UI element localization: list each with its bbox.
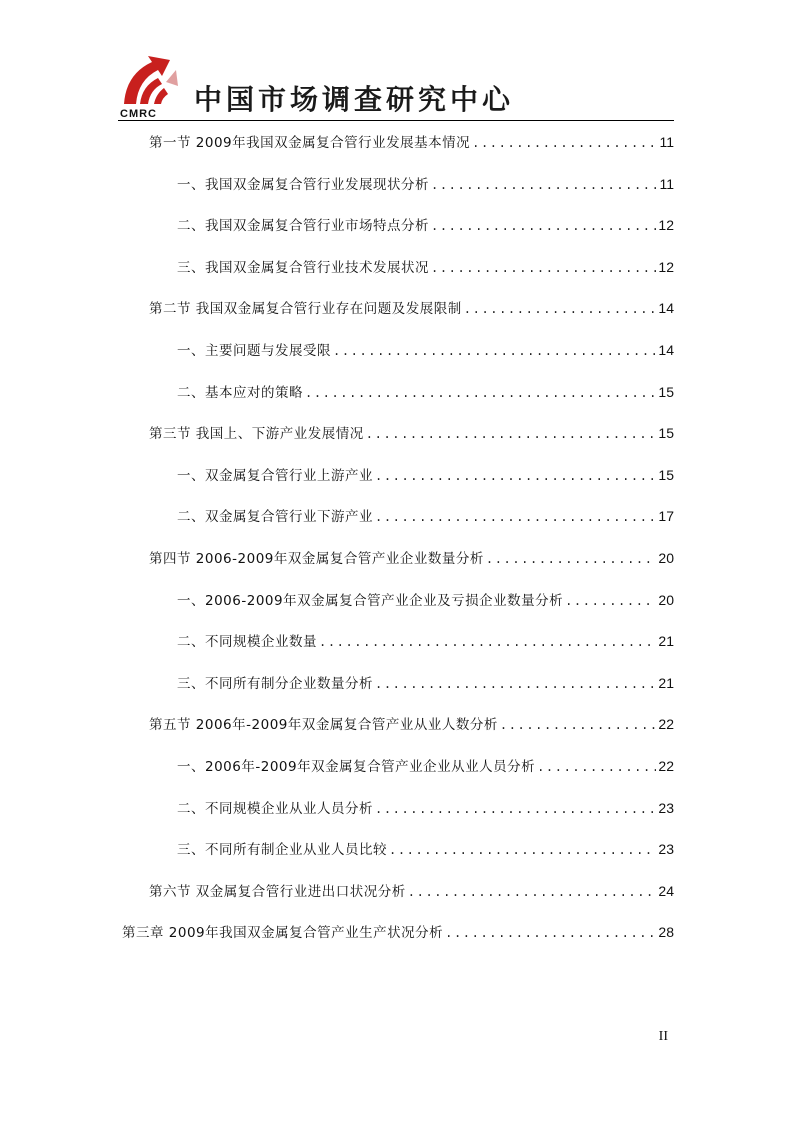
toc-entry-page: 15 [658, 383, 674, 400]
toc-dot-leader [408, 881, 657, 903]
toc-dot-leader [389, 839, 656, 861]
logo-text: CMRC [120, 108, 157, 120]
toc-entry[interactable] [149, 547, 674, 569]
toc-entry-page: 20 [658, 550, 674, 566]
toc-entry-title: 三、我国双金属复合管行业技术发展状况 [177, 259, 429, 276]
toc-entry-title: 一、2006年-2009年双金属复合管产业企业从业人员分析 [177, 759, 536, 775]
toc-entry-title: 一、主要问题与发展受限 [177, 343, 331, 359]
toc-entry-title: 三、不同所有制分企业数量分析 [177, 675, 373, 692]
toc-entry-title: 第六节 双金属复合管行业进出口状况分析 [149, 883, 406, 900]
toc-dot-leader [375, 465, 656, 487]
toc-dot-leader [431, 215, 656, 237]
toc-entry-page: 12 [658, 217, 674, 234]
toc-entry-page: 28 [658, 924, 674, 941]
toc-entry-page: 20 [658, 591, 674, 608]
toc-dot-leader [486, 548, 657, 570]
toc-dot-leader [472, 132, 657, 154]
toc-entry-page: 17 [658, 508, 674, 525]
toc-entry[interactable] [149, 713, 674, 735]
toc-entry[interactable] [177, 755, 674, 777]
toc-entry-title: 一、我国双金属复合管行业发展现状分析 [177, 176, 429, 193]
toc-entry-title: 二、不同规模企业从业人员分析 [177, 800, 373, 817]
toc-dot-leader [366, 423, 657, 445]
toc-entry-title: 第五节 2006年-2009年双金属复合管产业从业人数分析 [149, 717, 498, 734]
toc-entry-page: 21 [658, 674, 674, 691]
organization-name: 中国市场调查研究中心 [194, 83, 515, 116]
toc-entry[interactable] [149, 297, 674, 319]
toc-entry-title: 第三节 我国上、下游产业发展情况 [149, 426, 364, 443]
header-divider [118, 120, 674, 121]
toc-dot-leader [445, 922, 656, 944]
toc-dot-leader [375, 798, 656, 820]
toc-entry[interactable] [177, 838, 674, 860]
toc-entry-page: 23 [658, 799, 674, 816]
toc-entry-title: 二、基本应对的策略 [177, 384, 303, 401]
toc-entry-title: 三、不同所有制企业从业人员比较 [177, 842, 387, 859]
toc-entry-page: 11 [659, 175, 674, 192]
toc-entry-page: 11 [659, 134, 674, 150]
toc-entry-title: 二、我国双金属复合管行业市场特点分析 [177, 218, 429, 235]
toc-dot-leader [537, 756, 656, 778]
toc-entry[interactable] [177, 173, 674, 195]
toc-entry[interactable] [149, 131, 674, 153]
toc-entry-page: 15 [658, 466, 674, 483]
toc-entry-page: 24 [658, 882, 674, 899]
toc-entry[interactable] [149, 422, 674, 444]
toc-entry-title: 一、双金属复合管行业上游产业 [177, 467, 373, 484]
toc-entry-title: 第四节 2006-2009年双金属复合管产业企业数量分析 [149, 551, 484, 567]
toc-dot-leader [431, 174, 657, 196]
page-header [118, 52, 674, 122]
toc-dot-leader [464, 298, 657, 320]
toc-entry[interactable] [177, 797, 674, 819]
toc-entry-page: 14 [658, 300, 674, 317]
toc-entry-page: 22 [658, 758, 674, 774]
toc-entry-title: 第三章 2009年我国双金属复合管产业生产状况分析 [122, 925, 444, 942]
toc-entry[interactable] [177, 672, 674, 694]
toc-dot-leader [333, 340, 656, 362]
toc-entry[interactable] [177, 589, 674, 611]
toc-entry-title: 一、2006-2009年双金属复合管产业企业及亏损企业数量分析 [177, 592, 564, 609]
page-number: II [658, 1029, 668, 1044]
toc-dot-leader [305, 382, 656, 404]
toc-dot-leader [565, 590, 656, 612]
toc-entry[interactable] [122, 921, 674, 943]
toc-entry[interactable] [177, 214, 674, 236]
toc-entry-page: 22 [658, 716, 674, 733]
toc-entry-title: 第一节 2009年我国双金属复合管行业发展基本情况 [149, 135, 471, 151]
toc-entry[interactable] [149, 880, 674, 902]
toc-dot-leader [500, 714, 657, 736]
toc-entry-page: 21 [658, 633, 674, 650]
toc-entry-page: 15 [658, 425, 674, 442]
toc-entry-title: 二、不同规模企业数量 [177, 634, 317, 651]
toc-entry-page: 23 [658, 841, 674, 858]
toc-dot-leader [431, 257, 656, 279]
toc-entry-page: 12 [658, 258, 674, 275]
toc-entry-title: 二、双金属复合管行业下游产业 [177, 509, 373, 526]
toc-entry-page: 14 [658, 342, 674, 358]
toc-entry[interactable] [177, 256, 674, 278]
toc-dot-leader [319, 631, 656, 653]
toc-entry[interactable] [177, 505, 674, 527]
toc-dot-leader [375, 506, 656, 528]
toc-entry[interactable] [177, 381, 674, 403]
toc-entry-title: 第二节 我国双金属复合管行业存在问题及发展限制 [149, 301, 462, 318]
toc-entry[interactable] [177, 339, 674, 361]
toc-entry[interactable] [177, 464, 674, 486]
toc-entry[interactable] [177, 630, 674, 652]
toc-dot-leader [375, 673, 656, 695]
